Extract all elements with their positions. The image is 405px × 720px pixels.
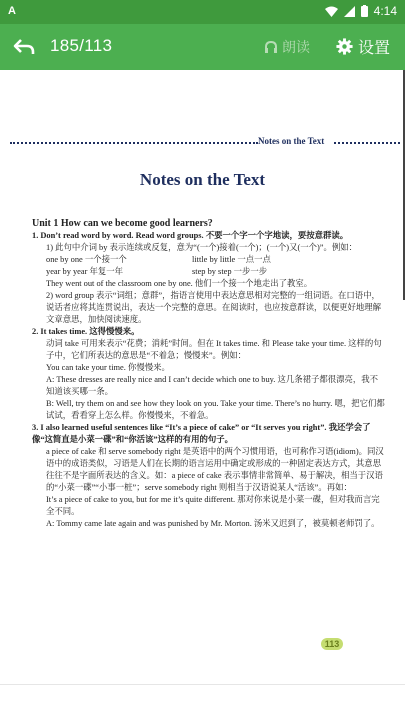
page-title: Notes on the Text <box>139 170 266 189</box>
example-row <box>32 254 386 266</box>
running-header: Notes on the Text <box>258 136 325 146</box>
unit-heading: Unit 1 How can we become good learners? <box>32 218 213 229</box>
dialogue-line: A: Tommy came late again and was punished by Mr. Morton. 汤米又迟到了，被莫顿老师罚了。 <box>46 519 380 528</box>
back-arrow-icon[interactable] <box>12 35 36 59</box>
note-3-explanation: a piece of cake 和 serve somebody right 是英语中的两个习惯用语，也可称作习语(idiom)。同汉语中的成语类似，习语是人们在长期的语言运用中确定或形成的一种固定表达方式，其意思往往不是字面所表达的含义。如：a piece of cake 表示事情非常简单、易于解决，相当于汉语的“小菜一碟”“小事一桩”；serve somebody right 则相当于汉语说某人“活该”。再如： <box>46 447 384 492</box>
example-item: step by step 一步一步 <box>192 267 268 276</box>
settings-label: 设置 <box>358 40 391 57</box>
example-sentence: They went out of the classroom one by one. 他们一个接一个地走出了教室。 <box>46 279 313 288</box>
example-item: year by year 年复一年 <box>46 267 123 276</box>
note-3-heading: 3. I also learned useful sentences like “It’s a piece of cake” or “It serves you right”. 我还学会了像“这简直是小菜一碟”和“你活该”这样的有用的句子。 <box>32 423 371 444</box>
header-dotted-rule-right <box>334 142 400 144</box>
wifi-icon <box>325 6 338 17</box>
example-sentence: It’s a piece of cake to you, but for me it’s quite different. 那对你来说是小菜一碟，但对我而言完全不同。 <box>46 495 380 516</box>
signal-icon <box>344 6 355 17</box>
footer-divider <box>0 684 405 685</box>
note-1-heading: 1. Don’t read word by word. Read word groups. 不要一个字一个字地读，要按意群读。 <box>32 231 349 240</box>
note-2-heading: 2. It takes time. 这得慢慢来。 <box>32 327 140 336</box>
settings-button[interactable] <box>336 35 390 58</box>
note-1-explanation-2: 2) word group 表示“词组；意群”，指语言使用中表达意思相对完整的一组词语。在口语中，说话者应将其连贯说出，表达一个完整的意思。在阅读时，也应按意群读，以便更好地理解文章意思，加快阅读速度。 <box>46 291 381 324</box>
status-bar <box>0 0 405 24</box>
notification-icon: A <box>8 5 16 17</box>
header-dotted-rule <box>10 142 258 144</box>
example-row <box>32 266 386 278</box>
example-sentence: You can take your time. 你慢慢来。 <box>46 363 170 372</box>
page-counter: 185/113 <box>50 36 113 55</box>
page-content <box>32 218 386 530</box>
read-aloud-label: 朗读 <box>282 39 310 55</box>
page-number-badge: 113 <box>321 638 343 650</box>
book-page[interactable] <box>0 70 405 720</box>
gear-icon <box>336 38 353 55</box>
dialogue-line: B: Well, try them on and see how they look on you. Take your time. There’s no hurry. 嗯，把它们都试试，看看穿上怎么样。你慢慢来，不着急。 <box>46 399 385 420</box>
example-item: one by one 一个接一个 <box>46 255 127 264</box>
status-right <box>325 4 397 18</box>
headphones-icon <box>264 40 278 54</box>
note-1-explanation: 1) 此句中介词 by 表示连续或反复，意为“(一个)接着(一个)；(一个)又(一个)”。例如： <box>46 243 358 252</box>
example-item: little by little 一点一点 <box>192 255 271 264</box>
note-2-explanation: 动词 take 可用来表示“花费；消耗”时间。但在 It takes time. 和 Please take your time. 这样的句子中，它们所表达的意思是“不着急；慢慢来”。例如： <box>46 339 382 360</box>
app-toolbar <box>0 24 405 70</box>
battery-icon <box>361 5 368 17</box>
clock: 4:14 <box>373 4 397 18</box>
dialogue-line: A: These dresses are really nice and I can’t decide which one to buy. 这几条裙子都很漂亮，我不知道该买哪一条。 <box>46 375 378 396</box>
read-aloud-button[interactable] <box>264 37 310 57</box>
